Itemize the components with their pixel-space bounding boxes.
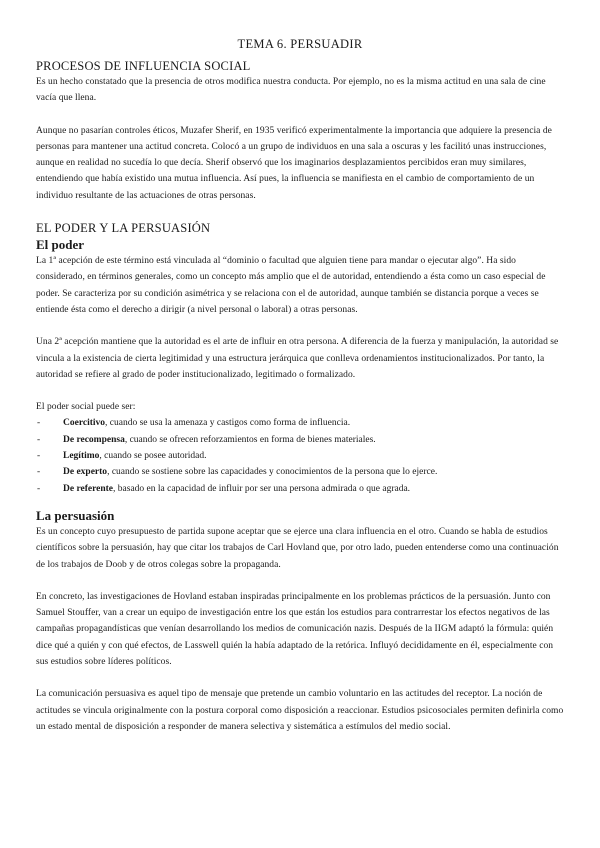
list-term: Coercitivo (63, 418, 106, 429)
list-item: - De referente, basado en la capacidad de influir por ser una persona admirada o que agrada. (37, 483, 411, 494)
paragraph: La 1ª acepción de este término está vinculada al “dominio o facultad que alguien tiene para mandar o ejecutar algo”. Ha sido considerado, en términos generales, como un concepto más amplio que el de autoridad, entendiendo a ésta como un caso especial de poder. Se caracteriza por su condición asimétrica y se relaciona con el de autoridad, aunque también se distancia porque a veces se entiende ésta como el derecho a dirigir (a nivel personal o laboral) a otras personas. (36, 256, 546, 315)
list-item: - Legítimo, cuando se posee autoridad. (37, 451, 207, 462)
list-item: - Coercitivo, cuando se usa la amenaza y castigos como forma de influencia. (37, 418, 351, 429)
list-text: , cuando se ofrecen reforzamientos en forma de bienes materiales. (124, 434, 376, 445)
list-text: , cuando se posee autoridad. (99, 451, 207, 462)
list-term: Legítimo (63, 451, 100, 462)
subheading-la-persuasion: La persuasión (36, 507, 115, 523)
list-text: , basado en la capacidad de influir por ser una persona admirada o que agrada. (113, 483, 411, 494)
paragraph: Una 2ª acepción mantiene que la autoridad es el arte de influir en otra persona. A diferencia de la fuerza y manipulación, la autoridad se vincula a la existencia de cierta legitimidad y una estructura jerárquica que conlleva ordenamientos institucionalizados. Por tanto, la autoridad se refiere al grado de poder institucionalizado, legitimado o formalizado. (36, 337, 559, 380)
list-term: De recompensa (63, 434, 125, 445)
document-title: TEMA 6. PERSUADIR (237, 37, 363, 51)
section-heading-poder-persuasion: EL PODER Y LA PERSUASIÓN (36, 221, 211, 236)
paragraph: Es un hecho constatado que la presencia de otros modifica nuestra conducta. Por ejemplo, no es la misma actitud en una sala de cine vacía que llena. (36, 77, 546, 104)
paragraph: Es un concepto cuyo presupuesto de partida supone aceptar que se ejerce una clara influencia en el otro. Cuando se habla de estudios científicos sobre la persuasión, hay que citar los trabajos de Carl Hovland que, por otro lado, pueden entenderse como una continuación de los trabajos de Doob y de otros colegas sobre la propaganda. (36, 526, 559, 570)
section-heading-influencia: PROCESOS DE INFLUENCIA SOCIAL (36, 59, 251, 73)
paragraph: El poder social puede ser: (36, 402, 136, 413)
list-text: , cuando se usa la amenaza y castigos como forma de influencia. (105, 418, 351, 429)
paragraph: La comunicación persuasiva es aquel tipo de mensaje que pretende un cambio voluntario en las actitudes del receptor. La noción de actitudes se vincula originalmente con la postura corporal como disposición a reaccionar. Estudios psicosociales permiten definirla como un estado mental de disposición a responder de manera selectiva y sistemática a estímulos del medio social. (36, 689, 564, 732)
paragraph: Aunque no pasarían controles éticos, Muzafer Sherif, en 1935 verificó experimentalmente la importancia que adquiere la presencia de personas para mantener una actitud concreta. Colocó a un grupo de individuos en una sala a oscuras y les facilitó unas instrucciones, aunque en realidad no sucedía lo que decía. Sherif observó que los imaginarios desplazamientos percibidos eran muy similares, entendiendo que había existido una mutua influencia. Así pues, la influencia se manifiesta en el cambio de comportamiento de un individuo resultante de las actuaciones de otras personas. (36, 125, 552, 201)
list-text: , cuando se sostiene sobre las capacidades y conocimientos de la persona que lo ejerce. (107, 467, 438, 478)
subheading-el-poder: El poder (36, 237, 85, 253)
list-term: De experto (63, 467, 108, 478)
list-item: - De recompensa, cuando se ofrecen reforzamientos en forma de bienes materiales. (37, 434, 376, 445)
paragraph: En concreto, las investigaciones de Hovland estaban inspiradas principalmente en los problemas prácticos de la persuasión. Junto con Samuel Stouffer, van a crear un equipo de investigación entre los que están los estudios para contrarrestar los efectos negativos de las campañas propagandísticas que venían desarrollando los medios de comunicación nazis. Después de la IIGM adaptó la fórmula: quién dice qué a quién y con qué efectos, de Lasswell quién la había adaptado de la retórica. Influyó decididamente en él, especialmente con sus estudios sobre líderes políticos. (36, 591, 554, 668)
poder-social-list (36, 415, 564, 496)
list-term: De referente (63, 483, 114, 494)
list-item: - De experto, cuando se sostiene sobre las capacidades y conocimientos de la persona que lo ejerce. (37, 467, 438, 478)
